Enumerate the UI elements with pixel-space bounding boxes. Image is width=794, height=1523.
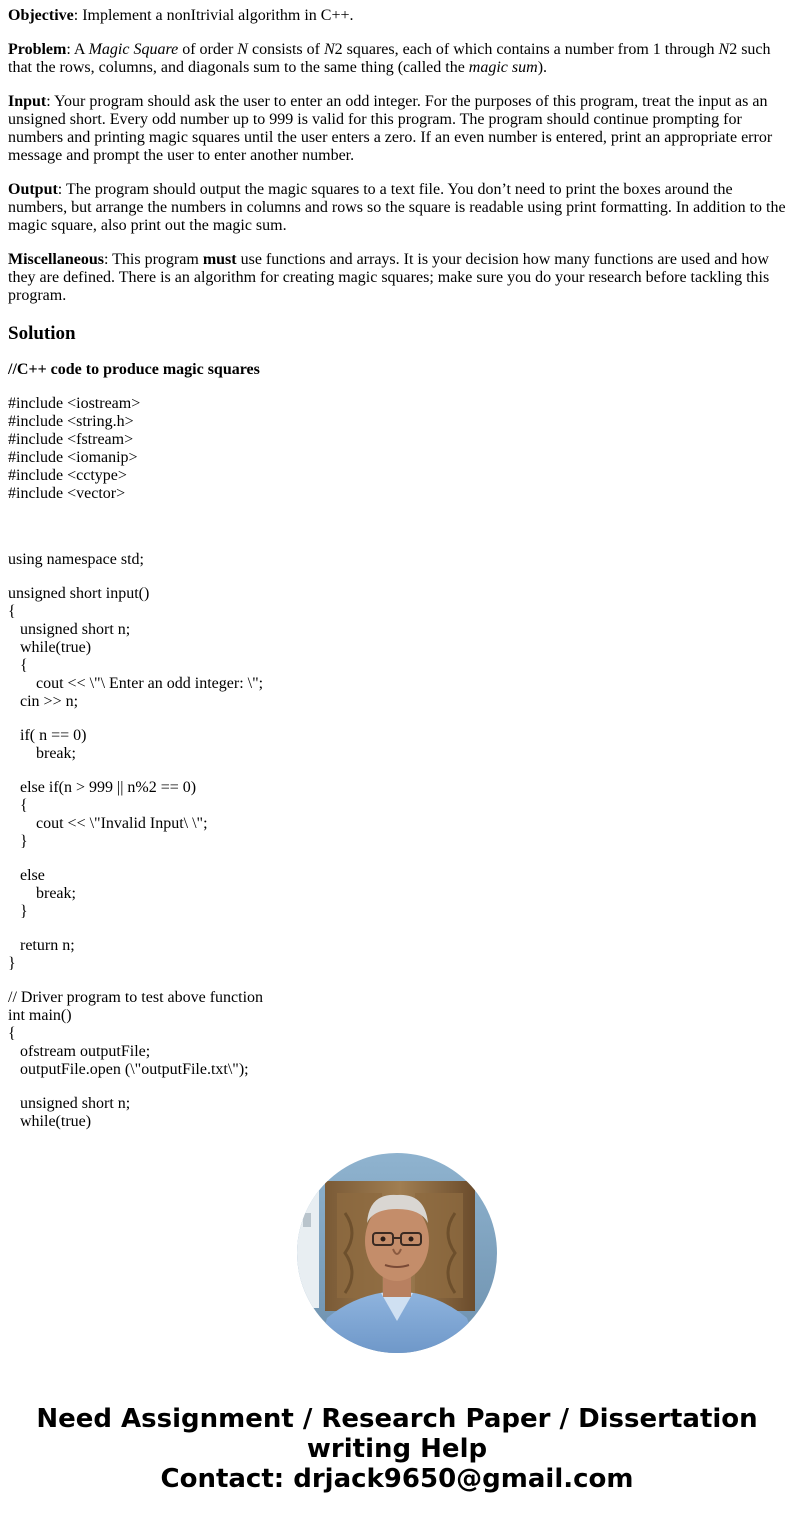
code-line: else xyxy=(8,867,45,884)
code-line: while(true) xyxy=(8,639,92,656)
code-line: #include <iostream> xyxy=(8,395,141,412)
code-title: //C++ code to produce magic squares xyxy=(8,361,260,378)
code-line: { xyxy=(8,1025,16,1042)
code-line: } xyxy=(8,955,16,972)
code-line xyxy=(8,569,788,585)
code-line xyxy=(8,1079,788,1095)
objective-paragraph xyxy=(8,7,788,25)
code-line xyxy=(8,973,788,989)
problem-label: Problem xyxy=(8,41,67,58)
author-photo xyxy=(297,1153,497,1353)
problem-emphasis: N xyxy=(323,41,335,58)
code-line: { xyxy=(8,657,28,674)
code-line xyxy=(8,763,788,779)
problem-text: 2 squares, each of which contains a number from 1 through xyxy=(334,41,719,58)
code-line: #include <fstream> xyxy=(8,431,134,448)
code-line: #include <string.h> xyxy=(8,413,134,430)
code-line: while(true) xyxy=(8,1113,92,1130)
problem-text: : A xyxy=(66,41,89,58)
code-line: } xyxy=(8,833,28,850)
problem-text: consists of xyxy=(247,41,324,58)
code-line xyxy=(8,503,788,519)
input-text: : Your program should ask the user to enter an odd integer. For the purposes of this program, treat the input as an unsigned short. Every odd number up to 999 is valid for this program. The program should continue prompting for numbers and printing magic squares until the user enters a zero. If an even number is entered, print an appropriate error message and prompt the user to enter another number. xyxy=(8,93,773,164)
banner-line-2: writing Help xyxy=(306,1434,488,1464)
code-line: else if(n > 999 || n%2 == 0) xyxy=(8,779,197,796)
code-line: cout << \"\ Enter an odd integer: \"; xyxy=(8,675,264,692)
code-line: unsigned short input() xyxy=(8,585,150,602)
output-label: Output xyxy=(8,181,58,198)
code-line: #include <cctype> xyxy=(8,467,127,484)
problem-emphasis: Magic Square xyxy=(88,41,179,58)
code-line xyxy=(8,921,788,937)
code-line: { xyxy=(8,797,28,814)
code-line: break; xyxy=(8,885,76,902)
code-line xyxy=(8,851,788,867)
problem-text: of order xyxy=(178,41,238,58)
author-portrait-image xyxy=(297,1153,497,1353)
code-line xyxy=(8,535,788,551)
output-text: : The program should output the magic squares to a text file. You don’t need to print the boxes around the numbers, but arrange the numbers in columns and rows so the square is readable using print formatting. In addition to the magic square, also print out the magic sum. xyxy=(8,181,786,234)
objective-label: Objective xyxy=(8,7,74,24)
problem-emphasis: N xyxy=(718,41,730,58)
code-line: { xyxy=(8,603,16,620)
code-line: unsigned short n; xyxy=(8,621,131,638)
problem-emphasis: magic sum xyxy=(468,59,538,76)
code-line: int main() xyxy=(8,1007,72,1024)
code-line: cin >> n; xyxy=(8,693,79,710)
misc-paragraph xyxy=(8,251,788,305)
code-line: using namespace std; xyxy=(8,551,144,568)
code-line: // Driver program to test above function xyxy=(8,989,264,1006)
code-line: if( n == 0) xyxy=(8,727,87,744)
output-paragraph xyxy=(8,181,788,235)
code-line: return n; xyxy=(8,937,75,954)
problem-text: 2 such that the rows, columns, and diagonals sum to the same thing (called the xyxy=(8,41,771,76)
code-line: ofstream outputFile; xyxy=(8,1043,151,1060)
code-line xyxy=(8,711,788,727)
misc-strong: must xyxy=(202,251,237,268)
banner-contact-line: Contact: drjack9650@gmail.com xyxy=(160,1464,634,1494)
input-paragraph xyxy=(8,93,788,165)
code-line xyxy=(8,519,788,535)
contact-banner xyxy=(0,1404,794,1494)
misc-text: use functions and arrays. It is your decision how many functions are used and how they are defined. There is an algorithm for creating magic squares; make sure you do your research before tackling this program. xyxy=(8,251,770,304)
misc-label: Miscellaneous xyxy=(8,251,104,268)
code-line: unsigned short n; xyxy=(8,1095,131,1112)
input-label: Input xyxy=(8,93,47,110)
problem-emphasis: N xyxy=(237,41,248,58)
misc-text: : This program xyxy=(104,251,203,268)
code-block xyxy=(8,395,788,1131)
solution-heading: Solution xyxy=(8,323,76,344)
article xyxy=(8,7,788,1131)
code-line: outputFile.open (\"outputFile.txt\"); xyxy=(8,1061,249,1078)
banner-line-1: Need Assignment / Research Paper / Dissertation xyxy=(36,1404,758,1434)
code-line: cout << \"Invalid Input\ \"; xyxy=(8,815,208,832)
objective-text: : Implement a nonItrivial algorithm in C++. xyxy=(73,7,354,24)
code-line: #include <vector> xyxy=(8,485,126,502)
problem-paragraph xyxy=(8,41,788,77)
code-line: } xyxy=(8,903,28,920)
problem-text: ). xyxy=(537,59,548,76)
code-line: #include <iomanip> xyxy=(8,449,138,466)
code-line: break; xyxy=(8,745,76,762)
